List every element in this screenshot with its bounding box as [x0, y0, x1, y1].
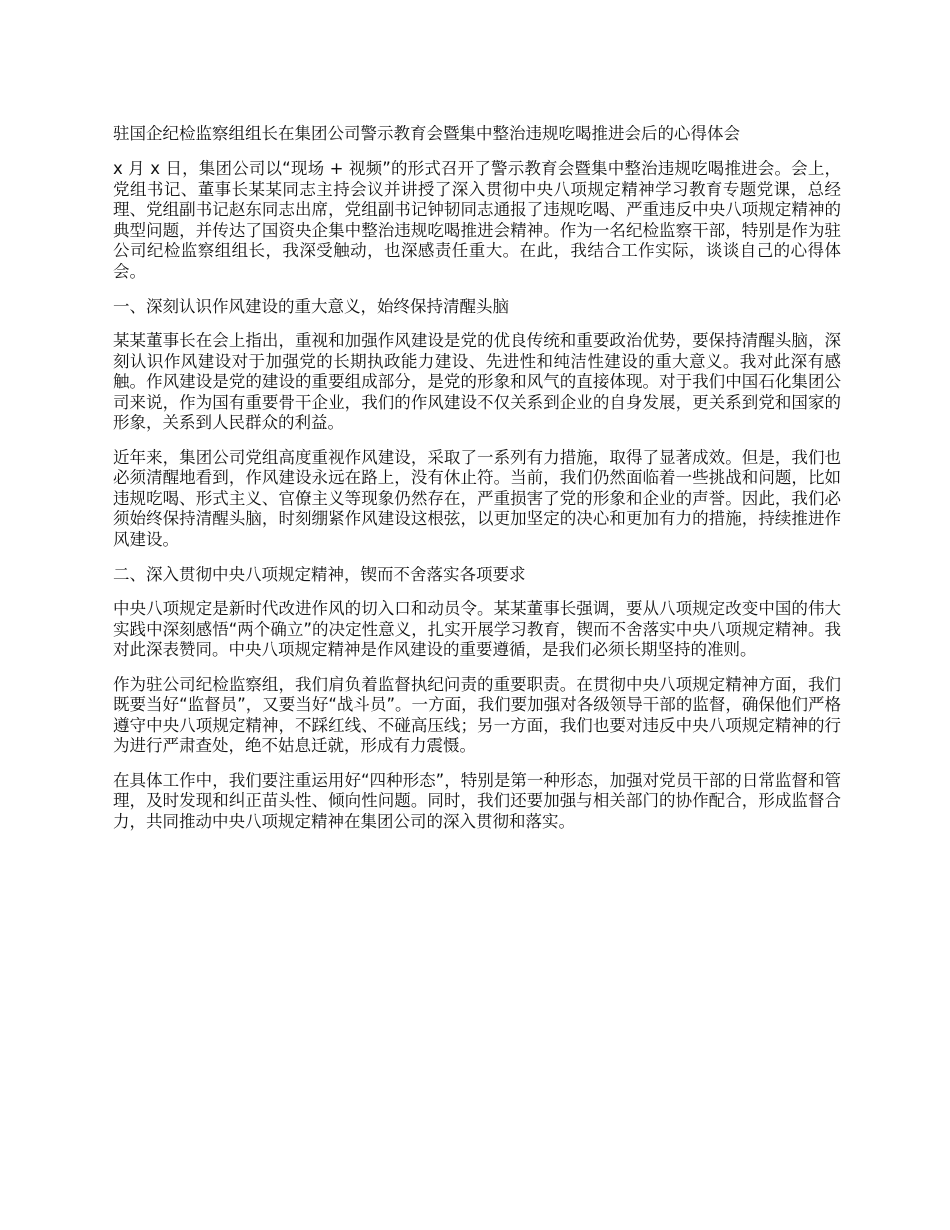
document-title: 驻国企纪检监察组组长在集团公司警示教育会暨集中整治违规吃喝推进会后的心得体会: [113, 124, 740, 143]
section-2-heading: 二、深入贯彻中央八项规定精神，锲而不舍落实各项要求: [113, 565, 526, 584]
document-page: [113, 122, 841, 846]
section-1-paragraph-1: 某某董事长在会上指出，重视和加强作风建设是党的优良传统和重要政治优势，要保持清醒头脑，深刻认识作风建设对于加强党的长期执政能力建设、先进性和纯洁性建设的重大意义。我对此深有感触。作风建设是党的建设的重要组成部分，是党的形象和风气的直接体现。对于我们中国石化集团公司来说，作为国有重要骨干企业，我们的作风建设不仅关系到企业的自身发展，更关系到党和国家的形象，关系到人民群众的利益。: [113, 331, 841, 432]
section-1-paragraph-2: 近年来，集团公司党组高度重视作风建设，采取了一系列有力措施，取得了显著成效。但是，我们也必须清醒地看到，作风建设永远在路上，没有休止符。当前，我们仍然面临着一些挑战和问题，比如违规吃喝、形式主义、官僚主义等现象仍然存在，严重损害了党的形象和企业的声誉。因此，我们必须始终保持清醒头脑，时刻绷紧作风建设这根弦，以更加坚定的决心和更加有力的措施，持续推进作风建设。: [113, 447, 841, 549]
section-2-paragraph-3: 在具体工作中，我们要注重运用好“四种形态”，特别是第一种形态，加强对党员干部的日常监督和管理，及时发现和纠正苗头性、倾向性问题。同时，我们还要加强与相关部门的协作配合，形成监督合力，共同推动中央八项规定精神在集团公司的深入贯彻和落实。: [113, 770, 841, 831]
section-1-heading: 一、深刻认识作风建设的重大意义，始终保持清醒头脑: [113, 297, 509, 316]
section-2-paragraph-1: 中央八项规定是新时代改进作风的切入口和动员令。某某董事长强调，要从八项规定改变中国的伟大实践中深刻感悟“两个确立”的决定性意义，扎实开展学习教育，锲而不舍落实中央八项规定精神。我对此深表赞同。中央八项规定精神是作风建设的重要遵循，是我们必须长期坚持的准则。: [113, 599, 841, 659]
intro-paragraph: x 月 x 日，集团公司以“现场 + 视频”的形式召开了警示教育会暨集中整治违规吃喝推进会。会上，党组书记、董事长某某同志主持会议并讲授了深入贯彻中央八项规定精神学习教育专题党课，总经理、党组副书记赵东同志出席，党组副书记钟韧同志通报了违规吃喝、严重违反中央八项规定精神的典型问题，并传达了国资央企集中整治违规吃喝推进会精神。作为一名纪检监察干部，特别是作为驻公司纪检监察组组长，我深受触动，也深感责任重大。在此，我结合工作实际，谈谈自己的心得体会。: [113, 159, 841, 281]
section-2-paragraph-2: 作为驻公司纪检监察组，我们肩负着监督执纪问责的重要职责。在贯彻中央八项规定精神方面，我们既要当好“监督员”，又要当好“战斗员”。一方面，我们要加强对各级领导干部的监督，确保他们严格遵守中央八项规定精神，不踩红线、不碰高压线；另一方面，我们也要对违反中央八项规定精神的行为进行严肃查处，绝不姑息迁就，形成有力震慑。: [113, 674, 841, 755]
